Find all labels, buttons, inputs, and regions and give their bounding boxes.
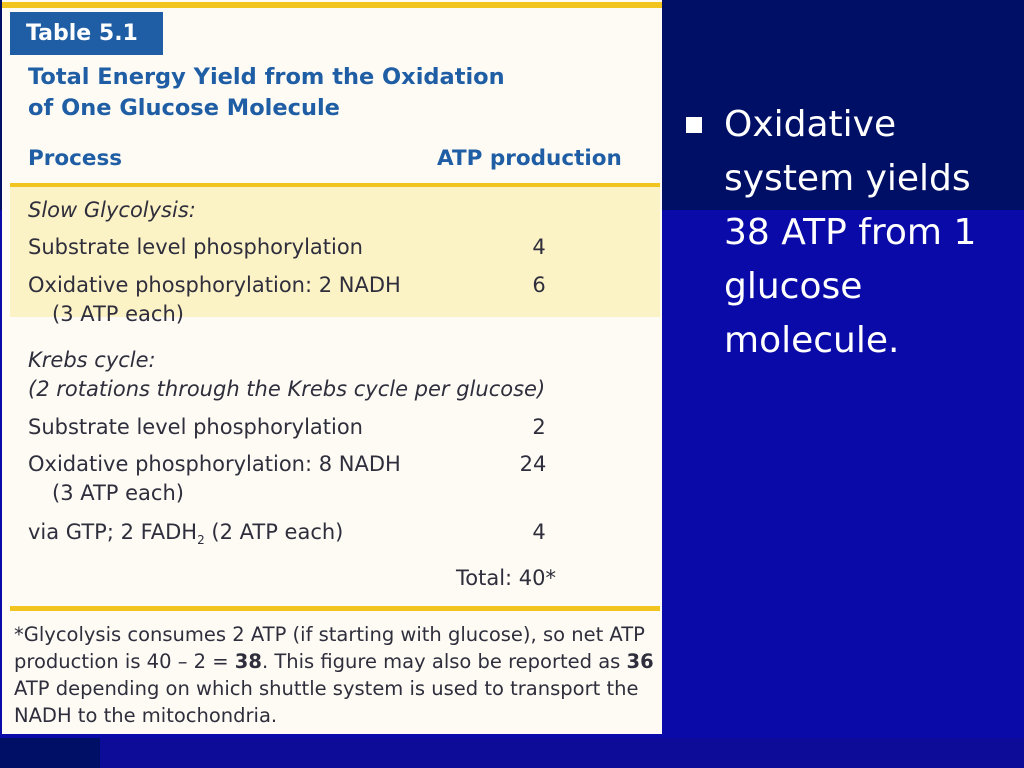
fadh-text: via GTP; 2 FADH: [28, 520, 198, 544]
slide-background-corner: [0, 738, 100, 768]
table-top-rule: [2, 2, 662, 8]
slide-background-bottom: [100, 738, 1024, 768]
table-row-atp: 24: [519, 452, 547, 476]
footnote-rule: [10, 606, 660, 611]
table-number-tab: Table 5.1: [10, 12, 163, 55]
table-row-atp: 6: [532, 273, 546, 297]
table-row-process: Oxidative phosphorylation: 2 NADH: [28, 273, 401, 297]
table-row-atp: 4: [532, 520, 546, 544]
column-header-process: Process: [28, 146, 123, 171]
column-header-atp: ATP production: [437, 146, 622, 171]
footnote-net-atp: 38: [234, 650, 262, 673]
table-row-process-continued: (3 ATP each): [52, 481, 184, 505]
footnote-text: *Glycolysis consumes 2 ATP (if starting with glucose), so net ATP production is 40 – 2 =: [14, 623, 645, 673]
footnote-alt-atp: 36: [626, 650, 654, 673]
fadh-text-suffix: (2 ATP each): [204, 520, 344, 544]
table-row-process: [28, 517, 343, 555]
table-row-atp: 4: [532, 235, 546, 259]
table-row-process: Oxidative phosphorylation: 8 NADH: [28, 452, 401, 476]
section-label-krebs-cycle: Krebs cycle:: [28, 348, 156, 372]
table-title-line-2: of One Glucose Molecule: [28, 95, 340, 121]
table-title: [28, 62, 628, 124]
table-footnote: [14, 621, 654, 729]
fadh-subscript: 2: [197, 533, 205, 548]
footnote-text: . This figure may also be reported as: [261, 650, 627, 673]
bullet-text: Oxidative system yields 38 ATP from 1 glucose molecule.: [724, 104, 977, 361]
energy-yield-table-image: [2, 0, 662, 734]
table-row-process: Substrate level phosphorylation: [28, 235, 363, 259]
table-row-process-continued: (3 ATP each): [52, 302, 184, 326]
krebs-cycle-note: (2 rotations through the Krebs cycle per glucose): [28, 377, 546, 401]
table-row-process: Substrate level phosphorylation: [28, 415, 363, 439]
table-row-atp: 2: [532, 415, 546, 439]
section-label-slow-glycolysis: Slow Glycolysis:: [28, 198, 196, 222]
footnote-text: ATP depending on which shuttle system is used to transport the NADH to the mitochondria.: [14, 677, 639, 727]
table-title-line-1: Total Energy Yield from the Oxidation: [28, 64, 505, 90]
table-total: Total: 40*: [456, 566, 557, 590]
bullet-square-icon: [686, 117, 702, 133]
